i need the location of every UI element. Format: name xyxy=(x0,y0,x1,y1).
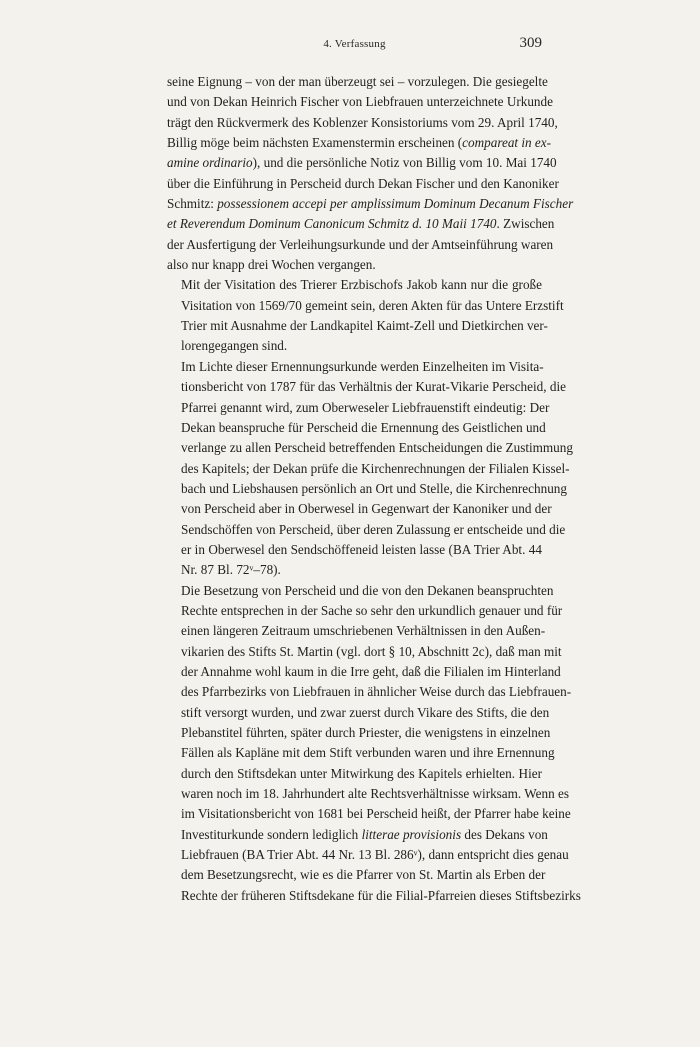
text-segment: des Pfarrbezirks von Liebfrauen in ähnlicher Weise durch das Liebfrauen- xyxy=(181,684,572,700)
text-line xyxy=(167,621,546,641)
italic-text: et Reverendum Dominum Canonicum Schmitz d. 10 Maii 1740 xyxy=(167,216,497,232)
text-line xyxy=(167,194,574,214)
text-line xyxy=(167,479,567,499)
text-segment: Investiturkunde sondern lediglich xyxy=(181,826,362,842)
text-segment: Im Lichte dieser Ernennungsurkunde werden Einzelheiten im Visita- xyxy=(181,358,544,374)
text-segment: dem Besetzungsrecht, wie es die Pfarrer von St. Martin als Erben der xyxy=(181,867,546,883)
italic-text: litterae provisionis xyxy=(361,826,462,842)
text-segment: der Annahme wohl kaum in die Irre geht, daß die Filialen im Hinterland xyxy=(181,663,561,679)
text-line xyxy=(167,133,552,153)
text-segment: Plebanstitel führten, später durch Priester, die wenigstens in einzelnen xyxy=(181,725,551,740)
text-segment: über die Einführung in Perscheid durch Dekan Fischer und den Kanoniker xyxy=(167,175,559,191)
text-segment: verlange zu allen Perscheid betreffenden Entscheidungen die Zustimmung xyxy=(181,440,573,456)
text-segment: Die Besetzung von Perscheid und die von den Dekanen beanspruchten xyxy=(181,582,554,598)
text-line xyxy=(167,214,555,234)
text-segment: Visitation von 1569/70 gemeint sein, deren Akten für das Untere Erzstift xyxy=(181,297,564,313)
text-line xyxy=(167,825,548,845)
italic-text: possessionem accepi per amplissimum Dominum Decanum Fischer xyxy=(217,196,574,212)
text-line xyxy=(167,764,542,784)
text-segment: Rechte der früheren Stiftsdekane für die Filial-Pfarreien dieses Stiftsbezirks xyxy=(181,887,581,903)
text-segment: Rechte entsprechen in der Sache so sehr den urkundlich genauer und für xyxy=(181,602,563,618)
text-segment: waren noch im 18. Jahrhundert alte Rechtsverhältnisse wirksam. Wenn es xyxy=(181,786,569,802)
text-segment: Liebfrauen (BA Trier Abt. 44 Nr. 13 Bl. 286ᵛ), dann entspricht dies genau xyxy=(181,847,569,863)
section-title: 4. Verfassung xyxy=(323,38,386,50)
italic-text: amine ordinario xyxy=(167,155,253,171)
text-segment: Trier mit Ausnahme der Landkapitel Kaimt-Zell und Dietkirchen ver- xyxy=(181,318,548,334)
text-line xyxy=(167,662,561,682)
text-segment: er in Oberwesel den Sendschöffeneid leisten lasse (BA Trier Abt. 44 xyxy=(181,541,542,557)
text-segment: des Kapitels; der Dekan prüfe die Kirchenrechnungen der Filialen Kissel- xyxy=(181,460,570,476)
text-line xyxy=(167,845,569,865)
text-segment: einen längeren Zeitraum umschriebenen Verhältnissen in den Außen- xyxy=(181,623,546,639)
text-line xyxy=(167,377,566,397)
text-segment: Schmitz: xyxy=(167,196,218,212)
text-line xyxy=(167,642,562,662)
text-segment: vikarien des Stifts St. Martin (vgl. dort § 10, Abschnitt 2c), daß man mit xyxy=(181,643,562,659)
text-line xyxy=(167,72,548,92)
text-line xyxy=(167,113,558,133)
text-line xyxy=(167,398,550,418)
text-line xyxy=(167,255,542,275)
text-segment: der Ausfertigung der Verleihungsurkunde und der Amtseinführung waren xyxy=(167,236,554,252)
body-text xyxy=(167,72,581,906)
text-line xyxy=(167,235,554,255)
running-header xyxy=(167,35,542,57)
paragraph xyxy=(167,581,581,907)
text-segment: Dekan beanspruche für Perscheid die Ernennung des Geistlichen und xyxy=(181,419,546,435)
text-line xyxy=(167,357,542,377)
text-line xyxy=(167,296,564,316)
text-line xyxy=(167,438,573,458)
text-segment: Pfarrei genannt wird, zum Oberweseler Liebfrauenstift eindeutig: Der xyxy=(181,399,550,415)
text-segment: . Zwischen xyxy=(496,216,555,232)
text-line xyxy=(167,601,563,621)
text-line xyxy=(167,540,542,560)
text-segment: also nur knapp drei Wochen vergangen. xyxy=(167,257,376,273)
text-segment: bach und Liebshausen persönlich an Ort und Stelle, die Kirchenrechnung xyxy=(181,480,567,496)
text-line xyxy=(167,499,552,519)
paragraph xyxy=(167,357,573,581)
text-segment: tionsbericht von 1787 für das Verhältnis der Kurat-Vikarie Perscheid, die xyxy=(181,379,566,395)
text-line xyxy=(167,581,554,601)
text-line xyxy=(167,703,550,723)
text-segment: und von Dekan Heinrich Fischer von Liebfrauen unterzeichnete Urkunde xyxy=(167,94,553,110)
text-segment: ), und die persönliche Notiz von Billig vom 10. Mai 1740 xyxy=(252,155,557,171)
text-segment: im Visitationsbericht von 1681 bei Perscheid heißt, der Pfarrer habe keine xyxy=(181,806,571,822)
text-line xyxy=(167,275,542,295)
page-number: 309 xyxy=(519,35,542,51)
text-line xyxy=(167,886,581,906)
text-line xyxy=(167,560,542,580)
text-segment: des Dekans von xyxy=(461,826,548,842)
text-segment: Mit der Visitation des Trierer Erzbischofs Jakob kann nur die große xyxy=(181,277,542,293)
paragraph xyxy=(167,72,574,275)
text-segment: Billig möge beim nächsten Examenstermin erscheinen ( xyxy=(167,135,463,151)
text-line xyxy=(167,316,548,336)
text-segment: Fällen als Kapläne mit dem Stift verbunden waren und ihre Ernennung xyxy=(181,745,555,761)
text-line xyxy=(167,153,557,173)
italic-text: compareat in ex- xyxy=(462,135,552,151)
text-segment: trägt den Rückvermerk des Koblenzer Konsistoriums vom 29. April 1740, xyxy=(167,114,558,130)
text-segment: seine Eignung – von der man überzeugt sei – vorzulegen. Die gesiegelte xyxy=(167,74,548,89)
text-line xyxy=(167,804,571,824)
paragraph xyxy=(167,275,564,356)
text-segment: durch den Stiftsdekan unter Mitwirkung des Kapitels erhielten. Hier xyxy=(181,765,542,781)
text-segment: lorengegangen sind. xyxy=(181,338,288,354)
text-line xyxy=(167,784,569,804)
text-segment: stift versorgt wurden, und zwar zuerst durch Vikare des Stifts, die den xyxy=(181,704,550,720)
text-line xyxy=(167,865,546,885)
text-line xyxy=(167,459,570,479)
text-line xyxy=(167,92,553,112)
text-line xyxy=(167,336,542,356)
text-segment: von Perscheid aber in Oberwesel in Gegenwart der Kanoniker und der xyxy=(181,501,552,517)
text-line xyxy=(167,520,566,540)
text-line xyxy=(167,174,559,194)
text-line xyxy=(167,723,551,743)
text-line xyxy=(167,682,572,702)
text-line xyxy=(167,743,555,763)
text-segment: Nr. 87 Bl. 72ᵛ–78). xyxy=(181,562,281,578)
text-segment: Sendschöffen von Perscheid, über deren Zulassung er entscheide und die xyxy=(181,521,566,537)
text-line xyxy=(167,418,546,438)
